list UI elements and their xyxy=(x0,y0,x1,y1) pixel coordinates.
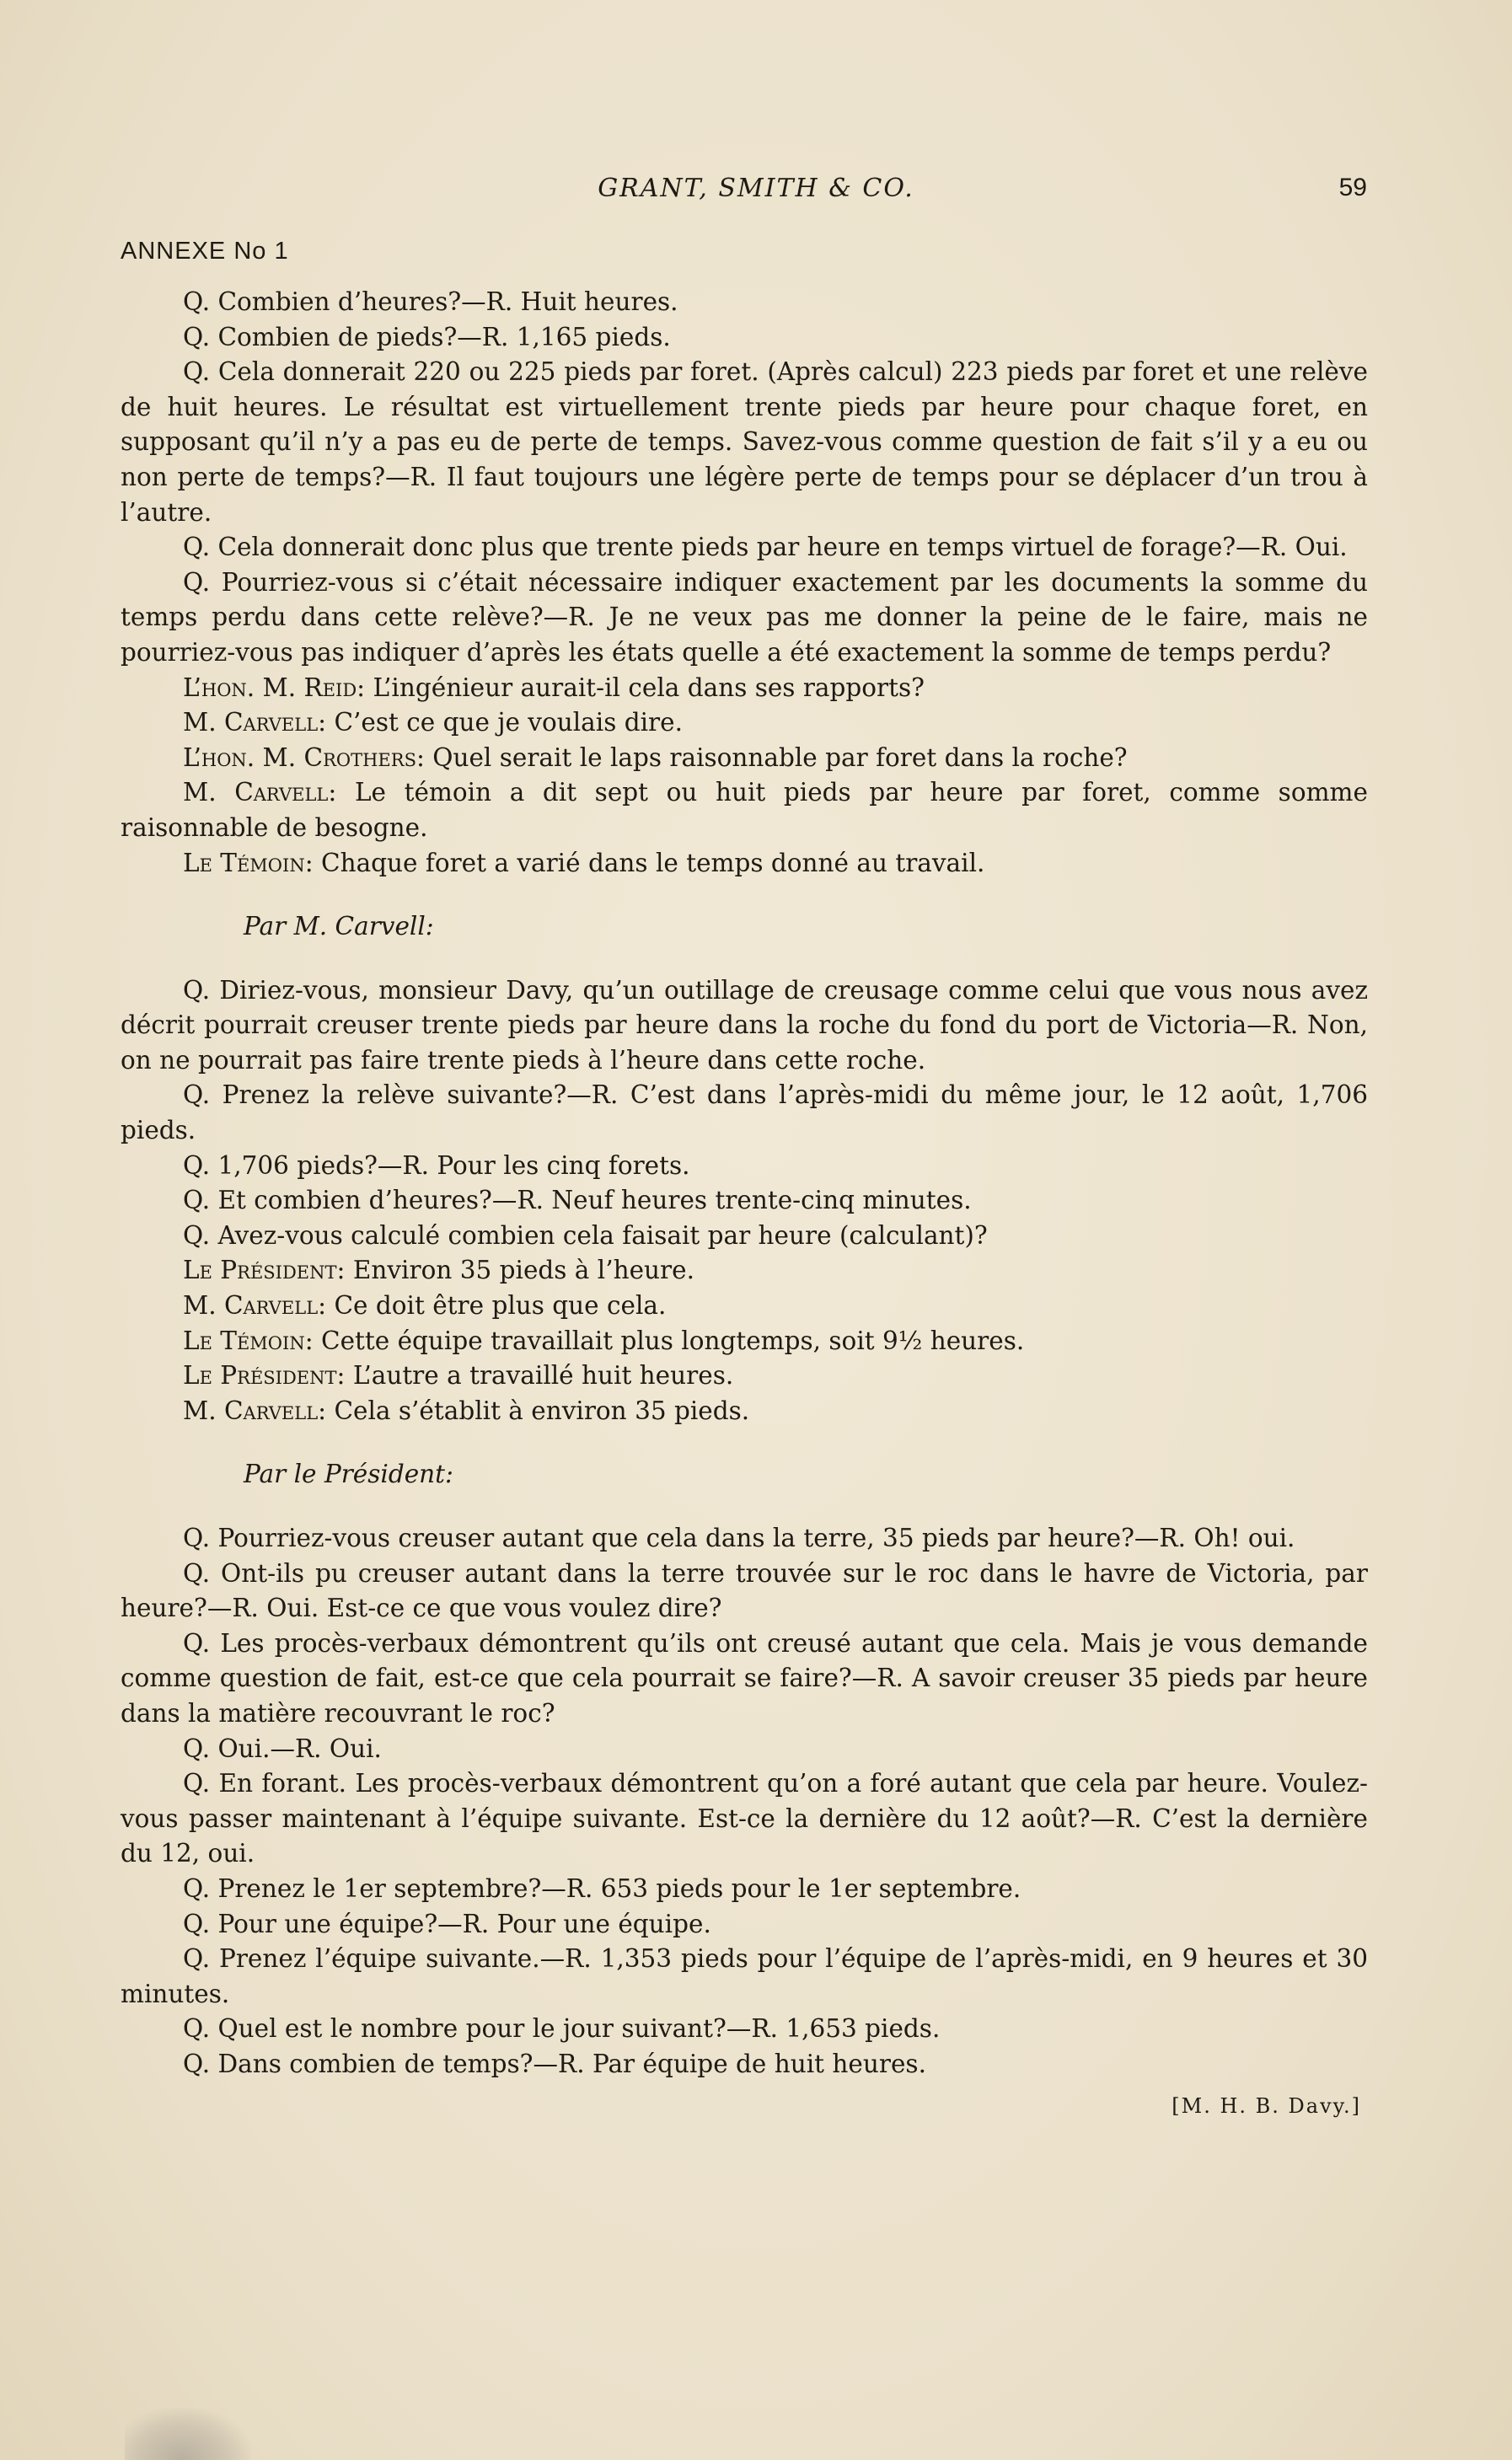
paragraph: Q. Et combien d’heures?—R. Neuf heures trente-cinq minutes. xyxy=(183,1186,972,1215)
page-number: 59 xyxy=(1338,174,1367,201)
speaker-name: Le Président: xyxy=(183,1361,346,1391)
exchange xyxy=(121,775,1368,845)
speaker-name: L’hon. M. Reid: xyxy=(183,673,366,702)
body-text xyxy=(121,285,1368,2124)
speech-text: L’ingénieur aurait-il cela dans ses rapports? xyxy=(365,673,925,702)
paragraph: Q. Cela donnerait 220 ou 225 pieds par foret. (Après calcul) 223 pieds par foret et une relève de huit heures. Le résultat est virtuellement trente pieds par heure pour chaque foret, en supposant qu’il n’y a pas eu de perte de temps. Savez-vous comme question de fait s’il y a eu ou non perte de temps?—R. Il faut toujours une légère perte de temps pour se déplacer d’un trou à l’autre. xyxy=(121,357,1368,527)
paragraph: Q. Prenez l’équipe suivante.—R. 1,353 pieds pour l’équipe de l’après-midi, en 9 heures et 30 minutes. xyxy=(121,1944,1368,2008)
speech-text: Chaque foret a varié dans le temps donné au travail. xyxy=(313,848,985,877)
speech-text: Ce doit être plus que cela. xyxy=(326,1291,667,1321)
page-smudge xyxy=(125,2408,251,2460)
section-heading: Par M. Carvell: xyxy=(244,912,434,941)
speech-text: C’est ce que je voulais dire. xyxy=(326,708,683,737)
speech-text: L’autre a travaillé huit heures. xyxy=(345,1361,734,1391)
paragraph: Q. Oui.—R. Oui. xyxy=(183,1734,382,1763)
witness-signature: [M. H. B. Davy.] xyxy=(1172,2093,1361,2118)
speaker-name: Le Témoin: xyxy=(183,848,314,877)
speaker-name: M. Carvell: xyxy=(183,778,337,807)
paragraph: Q. Prenez le 1er septembre?—R. 653 pieds pour le 1er septembre. xyxy=(183,1873,1021,1903)
speaker-name: M. Carvell: xyxy=(183,1396,327,1425)
paragraph: Q. Les procès-verbaux démontrent qu’ils ont creusé autant que cela. Mais je vous demande comme question de fait, est-ce que cela pourrait se faire?—R. A savoir creuser 35 pieds par heure dans la matière recouvrant le roc? xyxy=(121,1628,1368,1728)
speaker-name: M. Carvell: xyxy=(183,1291,327,1321)
paragraph: Q. Prenez la relève suivante?—R. C’est dans l’après-midi du même jour, le 12 août, 1,706 pieds. xyxy=(121,1080,1368,1145)
paragraph: Q. Combien d’heures?—R. Huit heures. xyxy=(183,287,678,316)
exchange xyxy=(121,671,1368,706)
speech-text: Cette équipe travaillait plus longtemps, soit 9½ heures. xyxy=(313,1326,1025,1355)
paragraph: Q. Pour une équipe?—R. Pour une équipe. xyxy=(183,1909,711,1938)
exchange xyxy=(121,1359,1368,1394)
annexe-label: ANNEXE No 1 xyxy=(121,238,289,265)
paragraph: Q. Quel est le nombre pour le jour suivant?—R. 1,653 pieds. xyxy=(183,2014,941,2044)
paragraph: Q. Pourriez-vous creuser autant que cela dans la terre, 35 pieds par heure?—R. Oh! oui. xyxy=(183,1524,1295,1552)
exchange xyxy=(121,741,1368,776)
section-heading: Par le Président: xyxy=(244,1460,453,1489)
exchange xyxy=(121,1324,1368,1359)
exchange xyxy=(121,846,1368,882)
exchange xyxy=(121,1289,1368,1324)
paragraph: Q. Combien de pieds?—R. 1,165 pieds. xyxy=(183,322,671,351)
paragraph: Q. Dans combien de temps?—R. Par équipe de huit heures. xyxy=(183,2049,926,2078)
speaker-name: Le Témoin: xyxy=(183,1326,314,1355)
paragraph: Q. Diriez-vous, monsieur Davy, qu’un outillage de creusage comme celui que vous nous avez décrit pourrait creuser trente pieds par heure dans la roche du fond du port de Victoria—R. Non, on ne pourrait pas faire trente pieds à l’heure dans cette roche. xyxy=(121,975,1368,1075)
exchange xyxy=(121,1253,1368,1289)
speech-text: Environ 35 pieds à l’heure. xyxy=(345,1256,694,1285)
speech-text: Cela s’établit à environ 35 pieds. xyxy=(326,1396,750,1425)
speaker-name: M. Carvell: xyxy=(183,708,327,737)
paragraph: Q. Ont-ils pu creuser autant dans la terre trouvée sur le roc dans le havre de Victoria, par heure?—R. Oui. Est-ce ce que vous voulez dire? xyxy=(121,1558,1368,1623)
exchange xyxy=(121,1394,1368,1429)
speech-text: Le témoin a dit sept ou huit pieds par heure par foret, comme somme raisonnable de besogne. xyxy=(121,778,1368,842)
speaker-name: L’hon. M. Crothers: xyxy=(183,742,425,772)
paragraph: Q. Cela donnerait donc plus que trente pieds par heure en temps virtuel de forage?—R. Oui. xyxy=(183,533,1348,562)
speech-text: Quel serait le laps raisonnable par foret dans la roche? xyxy=(424,742,1128,772)
speaker-name: Le Président: xyxy=(183,1256,346,1285)
paragraph: Q. Avez-vous calculé combien cela faisait par heure (calculant)? xyxy=(183,1220,988,1250)
paragraph: Q. 1,706 pieds?—R. Pour les cinq forets. xyxy=(183,1150,690,1180)
paragraph: Q. En forant. Les procès-verbaux démontrent qu’on a foré autant que cela par heure. Voulez-vous passer maintenant à l’équipe suivante. Est-ce la dernière du 12 août?—R. C’est la dernière du 12, oui. xyxy=(121,1769,1368,1868)
exchange xyxy=(121,705,1368,741)
paragraph: Q. Pourriez-vous si c’était nécessaire indiquer exactement par les documents la somme du temps perdu dans cette relève?—R. Je ne veux pas me donner la peine de le faire, mais ne pourriez-vous pas indiquer d’après les états quelle a été exactement la somme de temps perdu? xyxy=(121,567,1368,667)
running-title: GRANT, SMITH & CO. xyxy=(598,174,914,203)
